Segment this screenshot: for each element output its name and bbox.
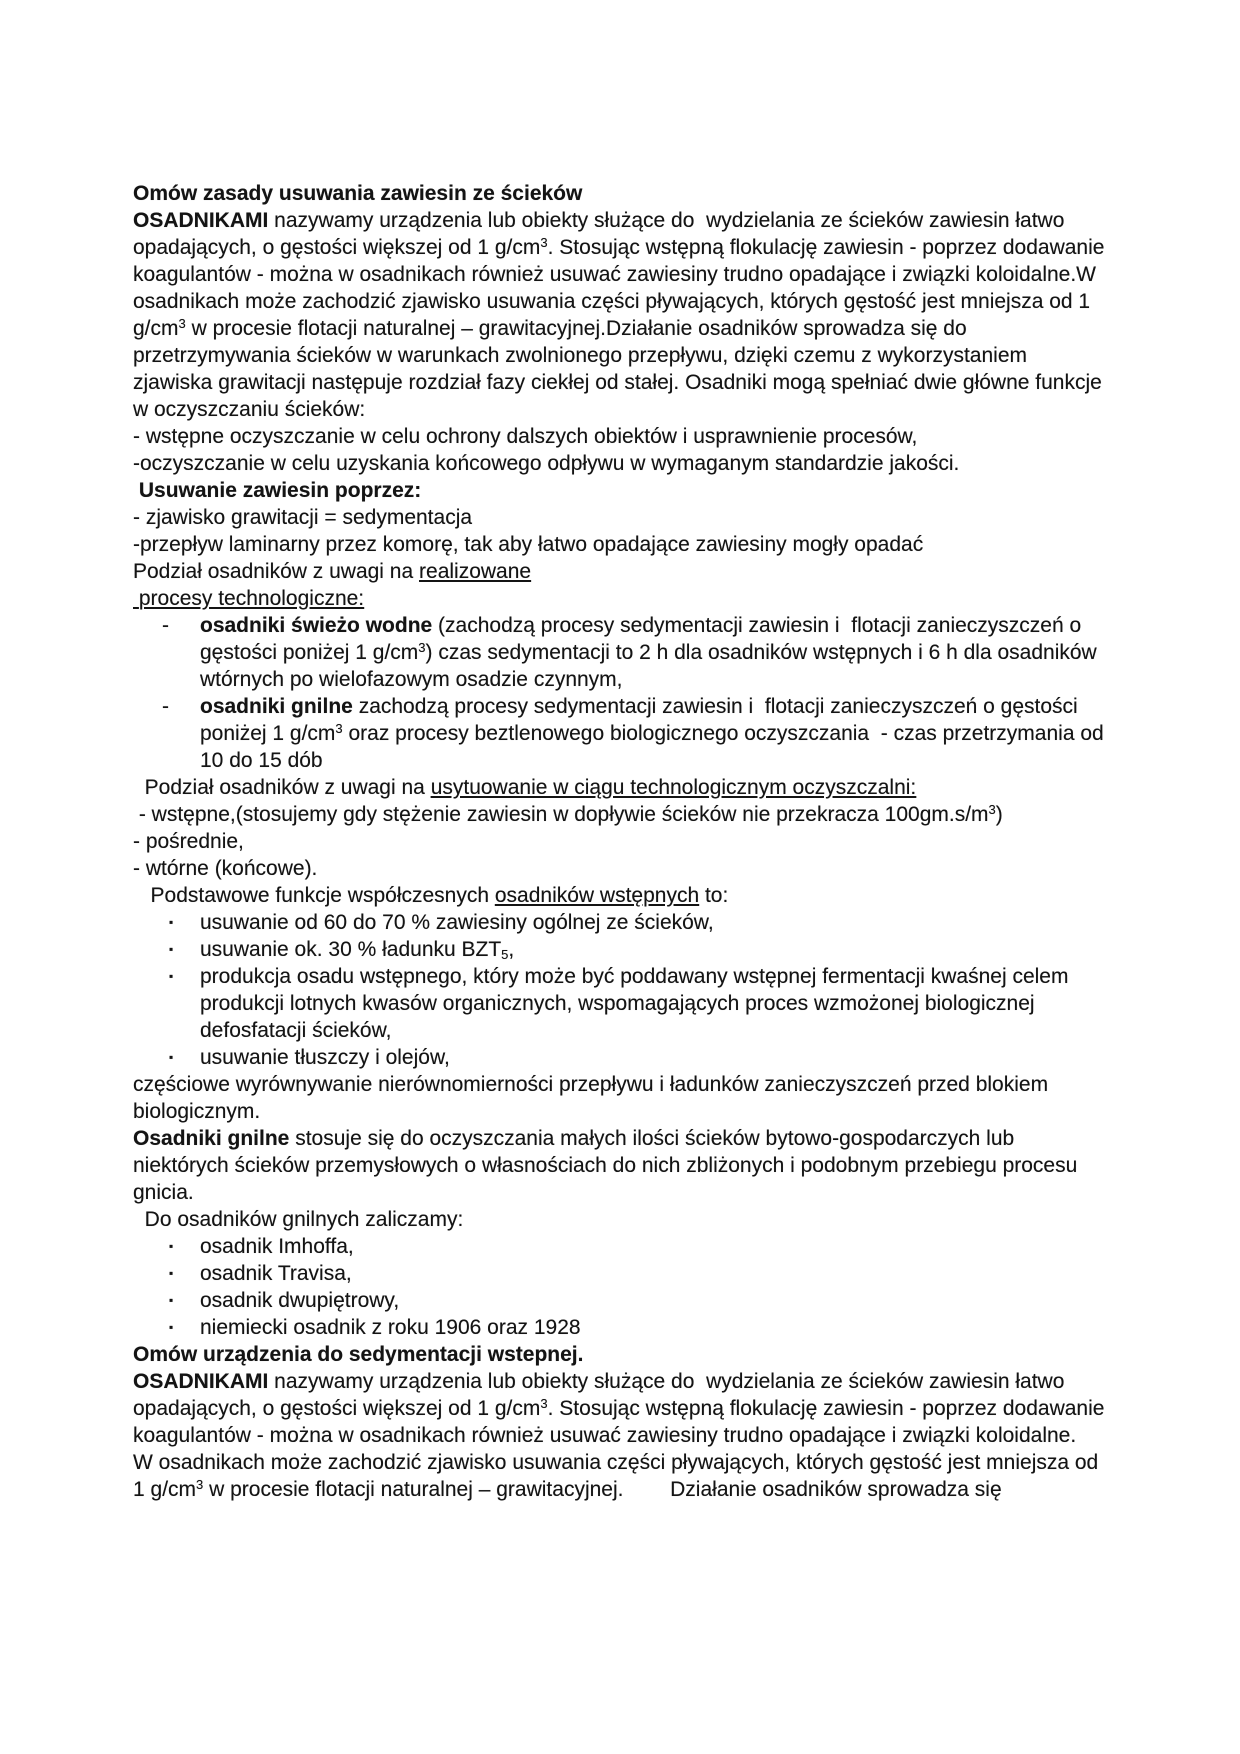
- text-run: Podstawowe funkcje współczesnych: [133, 884, 495, 907]
- list-item-text: [200, 1044, 1111, 1071]
- text-run: niemiecki osadnik z roku 1906 oraz 1928: [200, 1316, 581, 1339]
- heading-omow-urzadzenia: [133, 1341, 1111, 1368]
- square-bullet: ▪: [169, 1050, 174, 1064]
- text-run: 5: [501, 947, 509, 962]
- bullet-osadnik-dwupietrowy: [133, 1287, 1111, 1314]
- text-run: osadniki gnilne: [200, 695, 353, 718]
- text-run: 3: [418, 640, 426, 655]
- text-run: Do osadników gnilnych zaliczamy:: [133, 1208, 464, 1231]
- text-run: - pośrednie,: [133, 830, 244, 853]
- text-run: - zjawisko grawitacji = sedymentacja: [133, 506, 473, 529]
- text-run: w procesie flotacji naturalnej – grawitacyjnej.Działanie osadników sprowadza się do przetrzymywania ścieków w warunkach zwolnionego przepływu, dzięki czemu z wykorzystaniem zjawiska grawitacji następuje rozdział fazy ciekłej od stałej. Osadniki mogą spełniać dwie główne funkcje w oczyszczaniu ścieków:: [133, 317, 1108, 421]
- osadnikami-paragraph-2: [133, 1368, 1111, 1449]
- function-line-1: [133, 423, 1111, 450]
- text-run: Osadniki gnilne: [133, 1127, 290, 1150]
- text-run: ,: [508, 938, 515, 961]
- list-item-text: [200, 1260, 1111, 1287]
- text-run: częściowe wyrównywanie nierównomierności przepływu i ładunków zanieczyszczeń przed blokiem biologicznym.: [133, 1073, 1054, 1123]
- list-item-text: [200, 1314, 1111, 1341]
- text-run: osadnik Travisa,: [200, 1262, 352, 1285]
- text-run: (zachodzą procesy sedymentacji zawiesin i flotacji zanieczyszczeń o gęstości poniżej 1 g/cm: [200, 614, 1088, 664]
- dash-bullet: -: [162, 614, 169, 637]
- text-run: 3: [196, 1477, 204, 1492]
- function-line-2: [133, 450, 1111, 477]
- text-run: - wstępne,(stosujemy gdy stężenie zawiesin w dopływie ścieków nie przekracza 100gm.s/m: [133, 803, 989, 826]
- bullet-usuwanie-zawiesiny: [133, 909, 1111, 936]
- dash-bullet: -: [162, 695, 169, 718]
- text-run: usuwanie od 60 do 70 % zawiesiny ogólnej ze ścieków,: [200, 911, 714, 934]
- text-run: 3: [540, 1396, 548, 1411]
- list-item-text: [200, 612, 1111, 693]
- list-item-osadniki-gnilne: [133, 693, 1111, 774]
- text-run: W osadnikach może zachodzić zjawisko usuwania części pływających, których gęstość jest mniejsza od 1 g/cm: [133, 1451, 1105, 1501]
- bullet-usuwanie-tluszczy: [133, 1044, 1111, 1071]
- list-item-text: [200, 1233, 1111, 1260]
- text-run: nazywamy urządzenia lub obiekty służące do wydzielania ze ścieków zawiesin łatwo opadających, o gęstości większej od 1 g/cm: [133, 1370, 1071, 1420]
- text-run: procesy technologiczne:: [133, 587, 365, 610]
- bullet-niemiecki-osadnik: [133, 1314, 1111, 1341]
- usytuowanie-line-wtorne: [133, 855, 1111, 882]
- square-bullet: ▪: [169, 969, 174, 983]
- bullet-produkcja-osadu: [133, 963, 1111, 1044]
- text-run: Usuwanie zawiesin poprzez:: [133, 479, 422, 502]
- list-item-text: [200, 963, 1111, 1044]
- text-run: 3: [335, 721, 343, 736]
- text-run: realizowane: [419, 560, 532, 583]
- bullet-usuwanie-bzt: [133, 936, 1111, 963]
- text-run: OSADNIKAMI: [133, 209, 269, 232]
- text-run: - wstępne oczyszczanie w celu ochrony dalszych obiektów i usprawnienie procesów,: [133, 425, 918, 448]
- bullet-osadnik-travisa: [133, 1260, 1111, 1287]
- subheading-usuwanie: [133, 477, 1111, 504]
- text-run: OSADNIKAMI: [133, 1370, 269, 1393]
- text-run: - wtórne (końcowe).: [133, 857, 318, 880]
- list-item-osadniki-swiezo-wodne: [133, 612, 1111, 693]
- czesciowe-wyrownywanie: [133, 1071, 1111, 1125]
- intro-paragraph: [133, 207, 1111, 423]
- do-osadnikow-gnilnych: [133, 1206, 1111, 1233]
- text-run: -przepływ laminarny przez komorę, tak aby łatwo opadające zawiesiny mogły opadać: [133, 533, 924, 556]
- usuwanie-line-2: [133, 531, 1111, 558]
- text-run: oraz procesy beztlenowego biologicznego oczyszczania - czas przetrzymania od 10 do 15 dób: [200, 722, 1110, 772]
- text-run: osadnik Imhoffa,: [200, 1235, 354, 1258]
- podzial-procesy-line-1: [133, 558, 1111, 585]
- usytuowanie-line-wstepne: [133, 801, 1111, 828]
- square-bullet: ▪: [169, 942, 174, 956]
- podzial-usytuowanie: [133, 774, 1111, 801]
- list-item-text: [200, 936, 1111, 963]
- text-run: w procesie flotacji naturalnej – grawitacyjnej. Działanie osadników sprowadza się: [203, 1478, 1002, 1501]
- square-bullet: ▪: [169, 1293, 174, 1307]
- text-run: zachodzą procesy sedymentacji zawiesin i flotacji zanieczyszczeń o gęstości poniżej 1 g/cm: [200, 695, 1084, 745]
- main-heading: [133, 180, 1111, 207]
- square-bullet: ▪: [169, 1266, 174, 1280]
- text-run: usuwanie ok. 30 % ładunku BZT: [200, 938, 502, 961]
- text-run: produkcja osadu wstępnego, który może być poddawany wstępnej fermentacji kwaśnej celem produkcji lotnych kwasów organicznych, wspomagających proces wzmożonej biologicznej defosfatacji ścieków,: [200, 965, 1075, 1042]
- list-item-text: [200, 909, 1111, 936]
- bullet-osadnik-imhoffa: [133, 1233, 1111, 1260]
- text-run: . Stosując wstępną flokulację zawiesin - poprzez dodawanie koagulantów - można w osadnikach również usuwać zawiesiny trudno opadające i związki koloidalne.: [133, 1397, 1111, 1447]
- text-run: Omów urządzenia do sedymentacji wstepnej.: [133, 1343, 584, 1366]
- text-run: usuwanie tłuszczy i olejów,: [200, 1046, 450, 1069]
- text-run: 3: [178, 316, 186, 331]
- text-run: osadników wstępnych: [494, 884, 700, 907]
- final-paragraph: [133, 1449, 1111, 1503]
- square-bullet: ▪: [169, 915, 174, 929]
- text-run: Podział osadników z uwagi na: [133, 776, 431, 799]
- osadniki-gnilne-paragraph: [133, 1125, 1111, 1206]
- text-run: usytuowanie w ciągu technologicznym oczyszczalni:: [430, 776, 917, 799]
- text-run: 3: [540, 235, 548, 250]
- text-run: to:: [699, 884, 729, 907]
- text-run: nazywamy urządzenia lub obiekty służące do wydzielania ze ścieków zawiesin łatwo opadających, o gęstości większej od 1 g/cm: [133, 209, 1071, 259]
- square-bullet: ▪: [169, 1320, 174, 1334]
- list-item-text: [200, 1287, 1111, 1314]
- list-item-text: [200, 693, 1111, 774]
- square-bullet: ▪: [169, 1239, 174, 1253]
- text-run: Podział osadników z uwagi na: [133, 560, 420, 583]
- podzial-procesy-line-2: [133, 585, 1111, 612]
- text-run: ): [995, 803, 1003, 826]
- text-run: Omów zasady usuwania zawiesin ze ścieków: [133, 182, 583, 205]
- text-run: . Stosując wstępną flokulację zawiesin - poprzez dodawanie koagulantów - można w osadnikach również usuwać zawiesiny trudno opadające i związki koloidalne.W osadnikach może zachodzić zjawisko usuwania części pływających, których gęstość jest mniejsza od 1 g/cm: [133, 236, 1111, 340]
- usuwanie-line-1: [133, 504, 1111, 531]
- usytuowanie-line-posrednie: [133, 828, 1111, 855]
- text-run: -oczyszczanie w celu uzyskania końcowego odpływu w wymaganym standardzie jakości.: [133, 452, 960, 475]
- text-run: osadnik dwupiętrowy,: [200, 1289, 400, 1312]
- text-run: 3: [988, 802, 996, 817]
- text-run: stosuje się do oczyszczania małych ilości ścieków bytowo-gospodarczych lub niektórych ścieków przemysłowych o własnościach do nich zbliżonych i podobnym przebiegu procesu gnicia.: [133, 1127, 1084, 1204]
- text-run: osadniki świeżo wodne: [200, 614, 433, 637]
- podstawowe-funkcje-line: [133, 882, 1111, 909]
- document-body: [133, 180, 1111, 1503]
- text-run: ) czas sedymentacji to 2 h dla osadników wstępnych i 6 h dla osadników wtórnych po wielofazowym osadzie czynnym,: [200, 641, 1103, 691]
